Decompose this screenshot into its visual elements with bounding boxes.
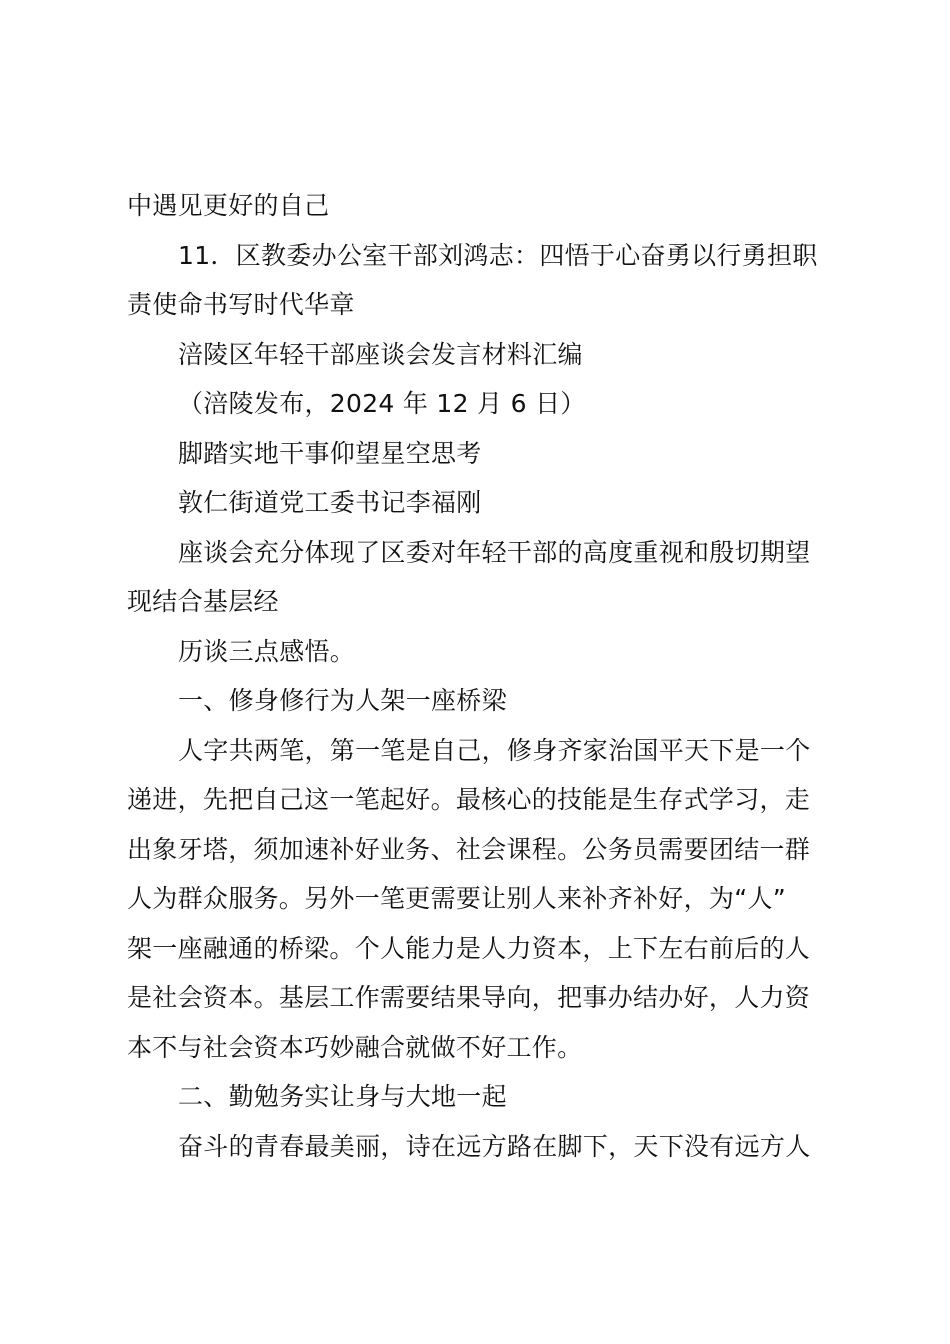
paragraph-line: 人为群众服务。另外一笔更需要让别人来补齐补好，为“人” bbox=[127, 884, 787, 913]
paragraph-line: 出象牙塔，须加速补好业务、社会课程。公务员需要团结一群 bbox=[127, 834, 811, 864]
paragraph-line: 人字共两笔，第一笔是自己，修身齐家治国平天下是一个 bbox=[178, 735, 811, 765]
section-heading: 11．区教委办公室干部刘鸿志：四悟于心奋勇以行勇担职 bbox=[178, 240, 818, 270]
document-title: 涪陵区年轻干部座谈会发言材料汇编 bbox=[178, 339, 583, 369]
paragraph-line: 是社会资本。基层工作需要结果导向，把事办结办好，人力资 bbox=[127, 983, 811, 1012]
article-title: 脚踏实地干事仰望星空思考 bbox=[178, 438, 482, 468]
publication-note: （涪陵发布，2024 年 12 月 6 日） bbox=[178, 389, 586, 418]
paragraph-line: 现结合基层经 bbox=[127, 587, 279, 616]
paragraph-line: 历谈三点感悟。 bbox=[178, 636, 356, 666]
paragraph-line: 递进，先把自己这一笔起好。最核心的技能是生存式学习，走 bbox=[127, 785, 811, 814]
paragraph-line: 本不与社会资本巧妙融合就做不好工作。 bbox=[127, 1032, 583, 1062]
author-line: 敦仁街道党工委书记李福刚 bbox=[178, 488, 482, 517]
section-heading: 一、修身修行为人架一座桥梁 bbox=[178, 686, 507, 715]
text-line: 中遇见更好的自己 bbox=[127, 191, 330, 220]
document-body bbox=[127, 181, 839, 1171]
section-heading: 二、勤勉务实让身与大地一起 bbox=[178, 1082, 507, 1111]
paragraph-line: 座谈会充分体现了区委对年轻干部的高度重视和殷切期望 bbox=[178, 537, 811, 567]
paragraph-line: 架一座融通的桥梁。个人能力是人力资本，上下左右前后的人 bbox=[127, 933, 811, 963]
text-line: 责使命书写时代华章 bbox=[127, 290, 355, 319]
paragraph-line: 奋斗的青春最美丽，诗在远方路在脚下，天下没有远方人 bbox=[178, 1131, 811, 1161]
